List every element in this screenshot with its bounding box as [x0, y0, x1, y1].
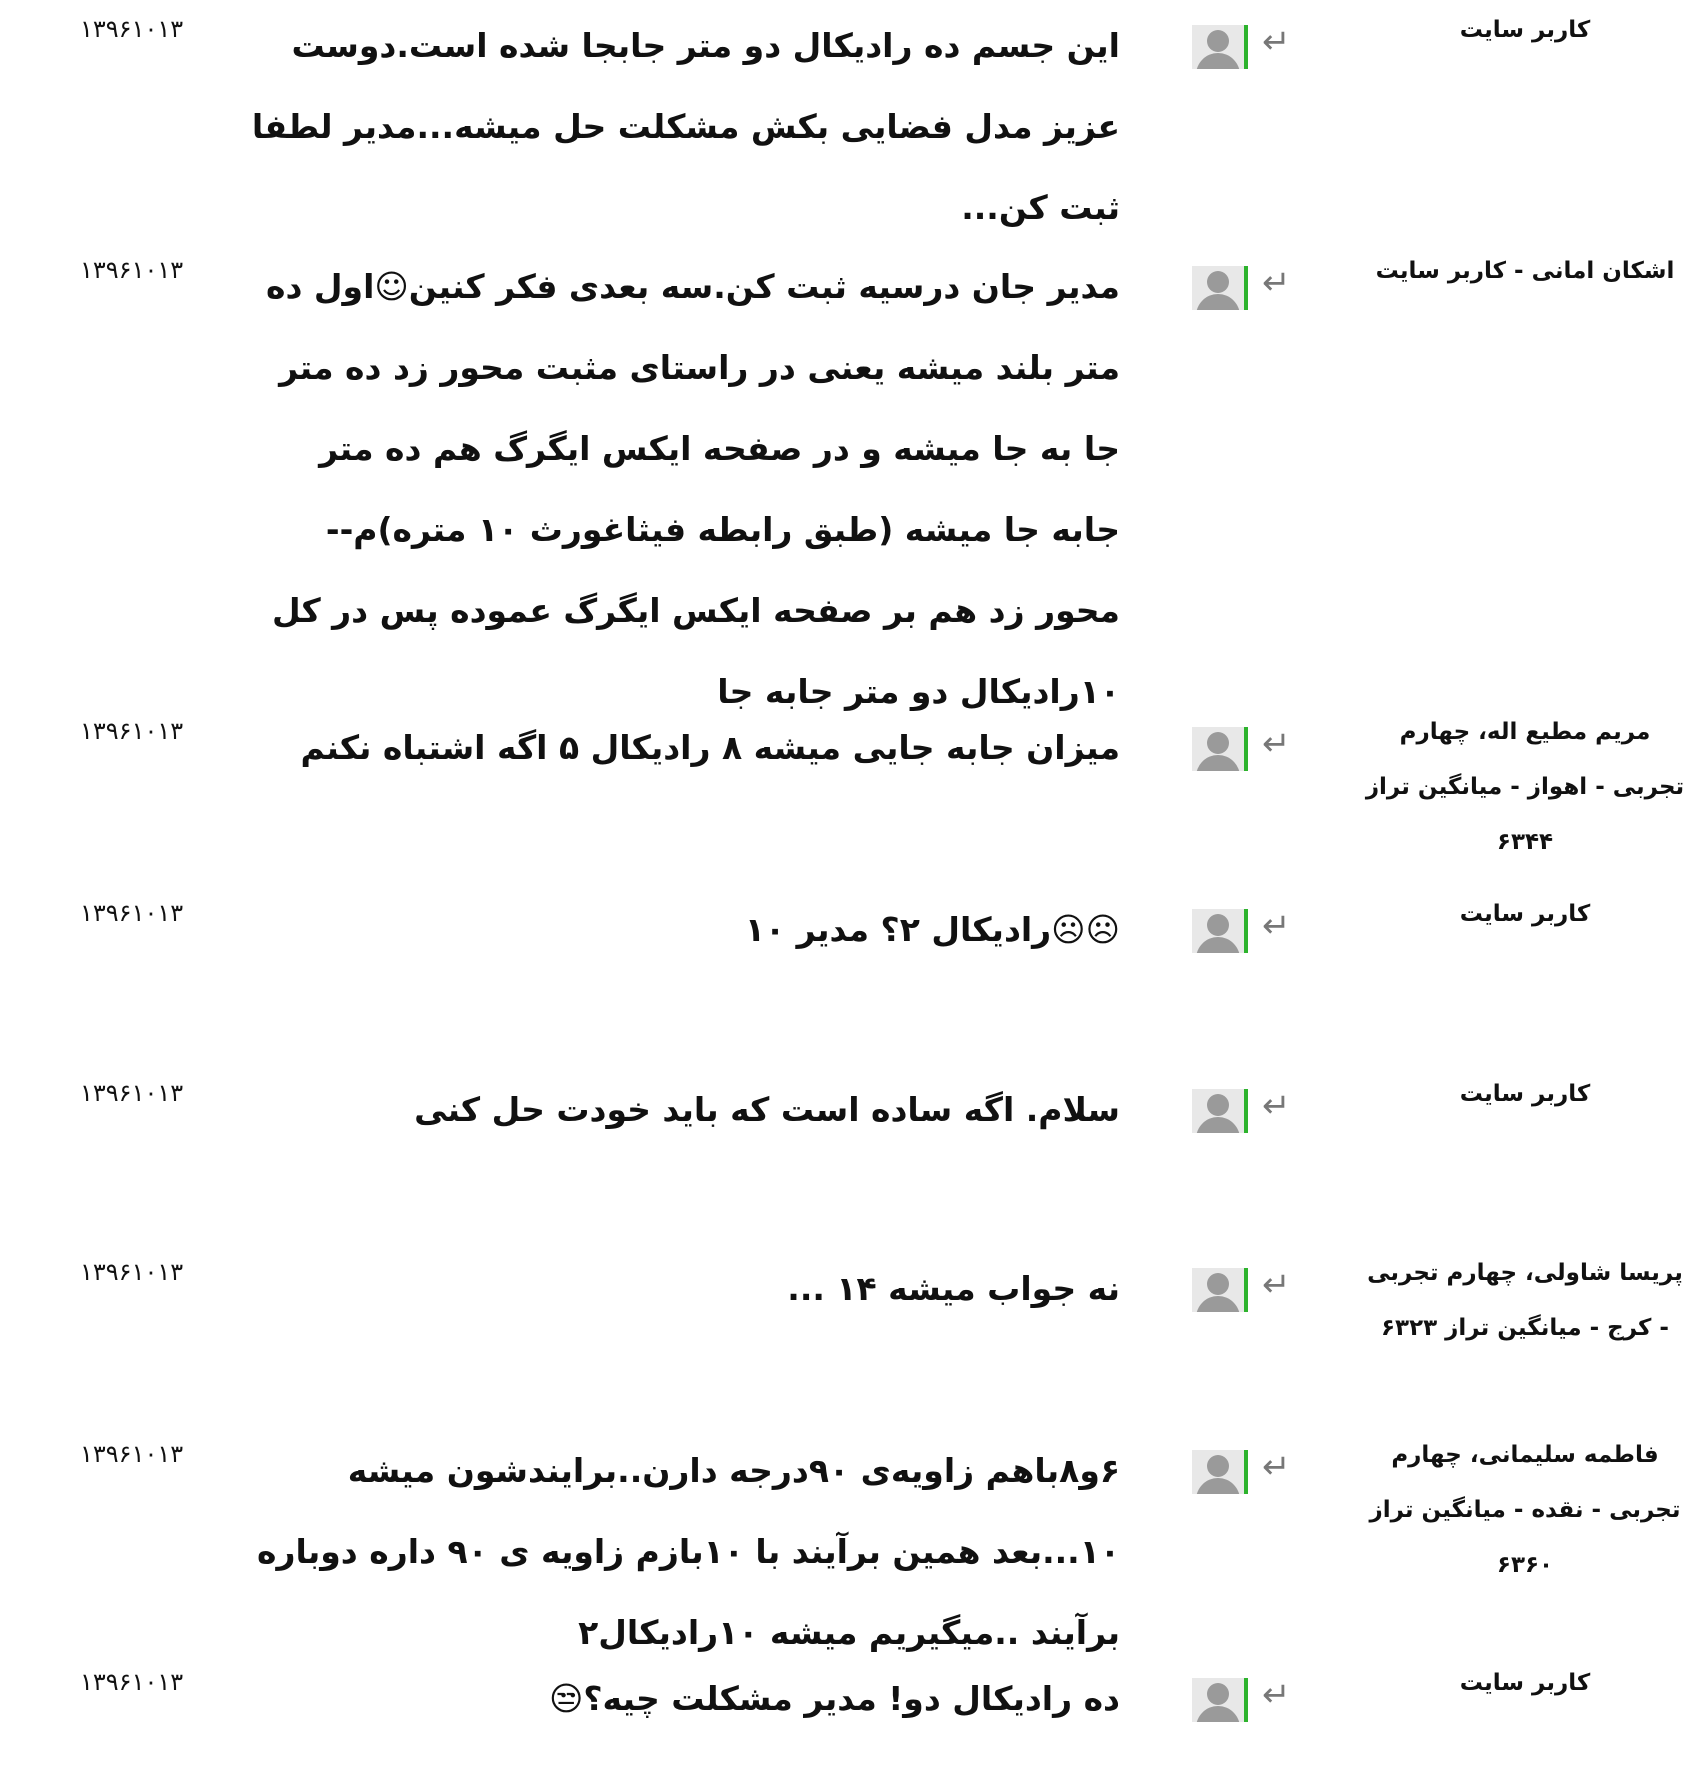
comment-date: ۱۳۹۶۱۰۱۳	[80, 1079, 184, 1107]
comment-date: ۱۳۹۶۱۰۱۳	[80, 899, 184, 927]
reply-arrow-icon[interactable]: ↵	[1262, 1086, 1291, 1126]
comment-text: ۶و۸باهم زاویه‌ی ۹۰درجه دارن..برایندشون میشه ۱۰...بعد همین برآیند با ۱۰بازم زاویه ی ۹۰ داره دوباره برآیند ..میگیریم میشه ۱۰رادیکال۲	[257, 1451, 1120, 1652]
comment-author: پریسا شاولی، چهارم تجربی - کرج - میانگین تراز ۶۳۲۳	[1367, 1260, 1683, 1341]
comment-author: کاربر سایت	[1459, 17, 1591, 43]
comment-date: ۱۳۹۶۱۰۱۳	[80, 1668, 184, 1696]
user-avatar-icon	[1192, 727, 1248, 771]
comment-text: نه جواب میشه ۱۴ ...	[787, 1269, 1120, 1308]
comment-author: کاربر سایت	[1459, 901, 1591, 927]
user-avatar-icon	[1192, 25, 1248, 69]
reply-arrow-icon[interactable]: ↵	[1262, 263, 1291, 303]
comment-date: ۱۳۹۶۱۰۱۳	[80, 1440, 184, 1468]
reply-arrow-icon[interactable]: ↵	[1262, 906, 1291, 946]
user-avatar-icon	[1192, 1450, 1248, 1494]
comment-author: کاربر سایت	[1459, 1081, 1591, 1107]
comment-text: ده رادیکال دو! مدیر مشکلت چیه؟😒	[548, 1679, 1120, 1718]
reply-arrow-icon[interactable]: ↵	[1262, 1265, 1291, 1305]
comment-date: ۱۳۹۶۱۰۱۳	[80, 256, 184, 284]
comment-author: اشکان امانی - کاربر سایت	[1375, 258, 1675, 284]
reply-arrow-icon[interactable]: ↵	[1262, 22, 1291, 62]
user-avatar-icon	[1192, 1678, 1248, 1722]
user-avatar-icon	[1192, 909, 1248, 953]
comment-date: ۱۳۹۶۱۰۱۳	[80, 1258, 184, 1286]
comment-text: سلام. اگه ساده است که باید خودت حل کنی	[414, 1090, 1120, 1129]
user-avatar-icon	[1192, 1089, 1248, 1133]
comment-date: ۱۳۹۶۱۰۱۳	[80, 717, 184, 745]
reply-arrow-icon[interactable]: ↵	[1262, 1447, 1291, 1487]
comment-date: ۱۳۹۶۱۰۱۳	[80, 15, 184, 43]
user-avatar-icon	[1192, 1268, 1248, 1312]
comment-text: میزان جابه جایی میشه ۸ رادیکال ۵ اگه اشتباه نکنم	[300, 728, 1120, 767]
comment-text: این جسم ده رادیکال دو متر جابجا شده است.دوست عزیز مدل فضایی بکش مشکلت حل میشه...مدیر لطفا ثبت کن...	[251, 26, 1120, 227]
user-avatar-icon	[1192, 266, 1248, 310]
comment-text: مدیر جان درسیه ثبت کن.سه بعدی فکر کنین☺اول ده متر بلند میشه یعنی در راستای مثبت محور زد ده متر جا به جا میشه و در صفحه ایکس ایگرگ هم ده متر جابه جا میشه (طبق رابطه فیثاغورث ۱۰ متره)م--محور زد هم بر صفحه ایکس ایگرگ عموده پس در کل ۱۰رادیکال دو متر جابه جا	[266, 267, 1120, 711]
comment-author: فاطمه سلیمانی، چهارم تجربی - نقده - میانگین تراز ۶۳۶۰	[1369, 1442, 1681, 1578]
reply-arrow-icon[interactable]: ↵	[1262, 1675, 1291, 1715]
comment-text: ☹☹رادیکال ۲؟ مدیر ۱۰	[744, 910, 1120, 949]
comment-author: کاربر سایت	[1459, 1670, 1591, 1696]
reply-arrow-icon[interactable]: ↵	[1262, 724, 1291, 764]
comment-author: مریم مطیع اله، چهارم تجربی - اهواز - میانگین تراز ۶۳۴۴	[1365, 719, 1685, 855]
